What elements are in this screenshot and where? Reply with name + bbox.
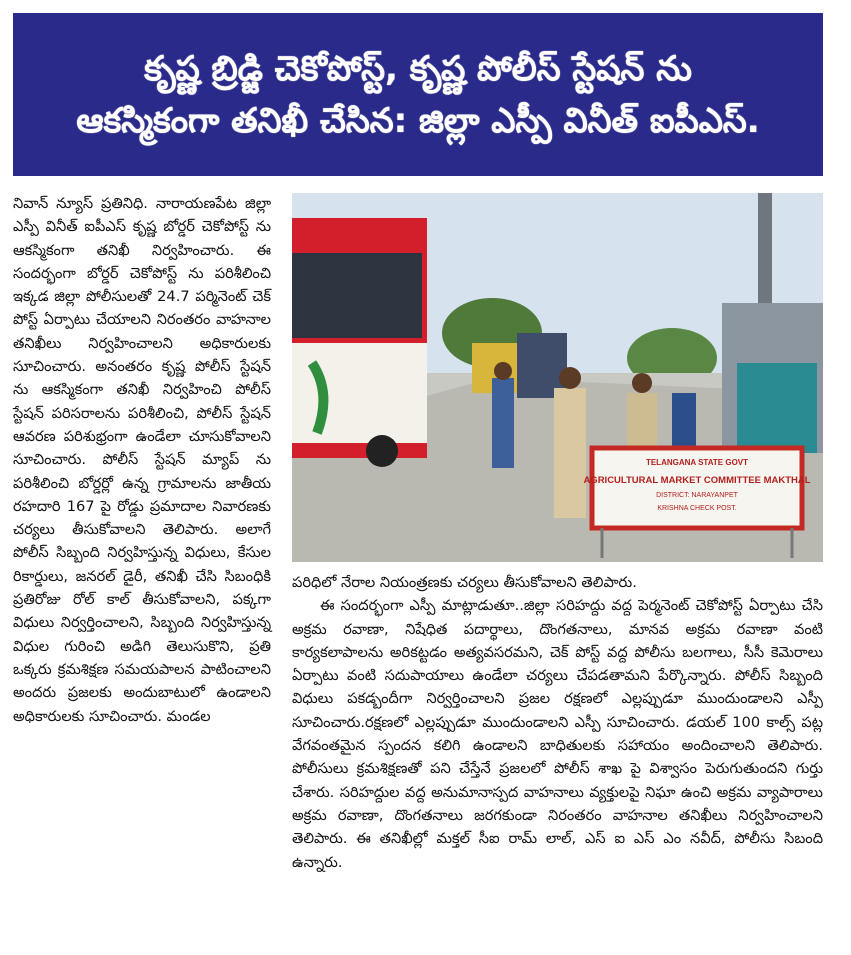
- news-photo: [292, 193, 823, 562]
- right-column-text-1: పరిధిలో నేరాల నియంత్రణకు చర్యలు తీసుకోవాలని తెలిపారు.: [292, 574, 637, 591]
- barricade-line-2: AGRICULTURAL MARKET COMMITTEE MAKTHAL: [583, 475, 811, 486]
- right-column-text-2: ఈ సందర్భంగా ఎస్పీ మాట్లాడుతూ..జిల్లా సరిహద్దు వద్ద పెర్మనెంట్ చెకోపోస్ట్ ఏర్పాటు చేసి అక్రమ రవాణా, నిషేధిత పదార్థాలు, దొంగతనాలు, మానవ అక్రమ రవాణా వంటి కార్యకలాపాలను అరికట్టడం అత్యవసరమని, చెక్ పోస్ట్ వద్ద పోలీసు బలగాలు, సీసీ కెమెరాలు ఏర్పాటు వంటి సదుపాయాలు ఉండేలా చర్యలు చేపడతామని పేర్కొన్నారు. పోలీస్ సిబ్బంది విధులు పకడ్బందీగా నిర్వర్తించాలని ప్రజల రక్షణలో ఎల్లప్పుడూ ముందుండాలని ఎస్పీ సూచించారు.రక్షణలో ఎల్లప్పుడూ ముందుండాలని ఎస్పీ సూచించారు. డయల్ 100 కాల్స్ పట్ల వేగవంతమైన స్పందన కలిగి ఉండాలని బాధితులకు సహాయం అందించాలని తెలిపారు. పోలీసులు క్రమశిక్షణతో పని చేస్తేనే ప్రజలలో పోలీస్ శాఖ పై విశ్వాసం పెరుగుతుందని గుర్తు చేశారు. సరిహద్దుల వద్ద అనుమానాస్పద వాహనాలు వ్యక్తులపై నిఘా ఉంచి అక్రమ వ్యాపారాలు అక్రమ రవాణా, దొంగతనాలు జరగకుండా నిరంతరం వాహనాల తనిఖీలు నిర్వహించాలని తెలిపారు. ఈ తనిఖీల్లో మక్తల్ సీఐ రామ్ లాల్, ఎస్ ఐ ఎస్ ఎం నవీద్, పోలీసు సిబంది ఉన్నారు.: [292, 597, 823, 871]
- left-column-text: నివాన్ న్యూస్ ప్రతినిధి. నారాయణపేట జిల్లా ఎస్పీ వినీత్ ఐపీఎస్ కృష్ణ బోర్డర్ చెకోపోస్ట్ ను ఆకస్మికంగా తనిఖీ నిర్వహించారు. ఈ సందర్భంగా బోర్డర్ చెకోపోస్ట్ ను పరిశీలించి ఇక్కడ జిల్లా పోలీసులతో 24.7 పర్మినెంట్ చెక్ పోస్ట్ ఏర్పాటు చేయాలని నిరంతరం వాహనాల తనిఖీలు నిర్వహించాలని అధికారులకు సూచించారు. అనంతరం కృష్ణ పోలీస్ స్టేషన్ ను ఆకస్మికంగా తనిఖీ నిర్వహించి పోలీస్ స్టేషన్ పరిసరాలను పరిశీలించి, పోలీస్ స్టేషన్ ఆవరణ పరిశుభ్రంగా ఉండేలా చూసుకోవాలని సూచించారు. పోలీస్ స్టేషన్ మ్యాప్ ను పరిశీలించి బోర్డర్లో ఉన్న గ్రామాలను జాతీయ రహదారి 167 పై రోడ్డు ప్రమాదాల నివారణకు చర్యలు తీసుకోవాలని తెలిపారు. అలాగే పోలీస్ సిబ్బంది నిర్వహిస్తున్న విధులు, కేసుల రికార్డులు, జనరల్ డైరీ, తనిఖీ చేసి సిబంధికి ప్రతిరోజు రోల్ కాల్ తీసుకోవాలని, పక్కగా విధులు నిర్వర్తించాలని, సిబ్బంది నిర్వహిస్తున్న విధుల గురించి అడిగి తెలుసుకొని, ప్రతి ఒక్కరు క్రమశిక్షణ సమయపాలన పాటించాలని అందరు ప్రజలకు అందుబాటులో ఉండాలని అధికారులకు సూచించారు. మండల: [13, 195, 271, 725]
- barricade-line-3: DISTRICT: NARAYANPET: [656, 492, 738, 499]
- right-column: [292, 571, 823, 874]
- headline-line-2: ఆకస్మికంగా తనిఖీ చేసిన: జిల్లా ఎస్పీ వినీత్ ఐపీఎస్.: [76, 100, 760, 141]
- checkpost-photo: [292, 193, 823, 562]
- left-column: [13, 192, 271, 728]
- barricade-line-1: TELANGANA STATE GOVT: [645, 458, 749, 467]
- headline-line-1: కృష్ణ బ్రిడ్జి చెకోపోస్ట్, కృష్ణ పోలీస్ స్టేషన్ ను: [144, 48, 692, 89]
- barricade-line-4: KRISHNA CHECK POST.: [657, 505, 737, 512]
- headline-banner: [13, 13, 823, 176]
